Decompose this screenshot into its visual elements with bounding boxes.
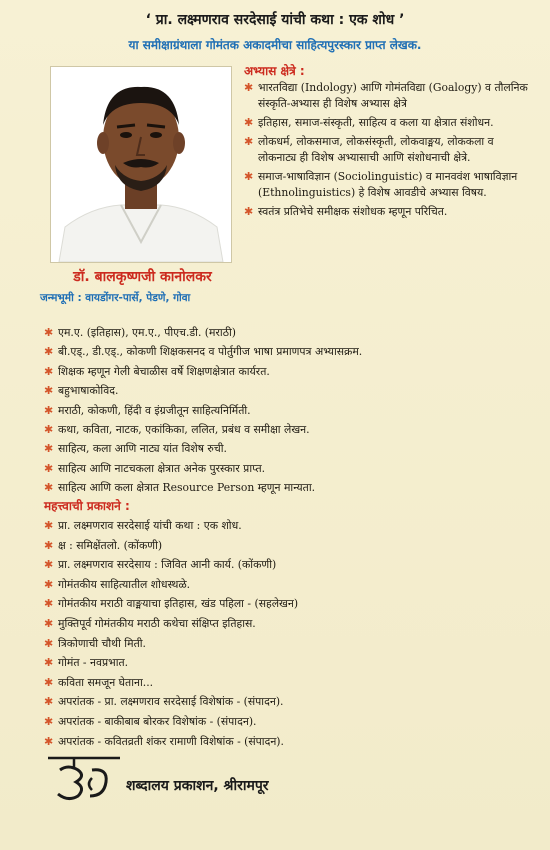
list-item: ✱ एम.ए. (इतिहास), एम.ए., पीएच.डी. (मराठी) bbox=[44, 323, 534, 342]
list-item: ✱ त्रिकोणाची चौथी मिती. bbox=[44, 634, 534, 654]
star-bullet-icon: ✱ bbox=[244, 81, 254, 94]
star-bullet-icon: ✱ bbox=[44, 326, 54, 339]
star-bullet-icon: ✱ bbox=[244, 135, 254, 148]
list-item: ✱ अपरांतक - बाकीबाब बोरकर विशेषांक - (संपादन). bbox=[44, 712, 534, 732]
list-item: ✱ साहित्य आणि नाटचकला क्षेत्रात अनेक पुरस्कार प्राप्त. bbox=[44, 459, 534, 478]
star-bullet-icon: ✱ bbox=[44, 442, 54, 456]
star-bullet-icon: ✱ bbox=[44, 384, 54, 398]
list-item: ✱ भारतविद्या (Indology) आणि गोमंतविद्या (Goalogy) व तौलनिक संस्कृति-अभ्यास ही विशेष अभ्यास क्षेत्रे bbox=[244, 81, 528, 110]
list-item: ✱ शिक्षक म्हणून गेली बेचाळीस वर्षे शिक्षणक्षेत्रात कार्यरत. bbox=[44, 362, 534, 381]
list-item: ✱ कविता समजून घेताना... bbox=[44, 673, 534, 693]
study-areas-list bbox=[244, 80, 534, 223]
list-item: ✱ गोमंतकीय मराठी वाङ्मयाचा इतिहास, खंड पहिला - (सहलेखन) bbox=[44, 594, 534, 614]
list-item: ✱ मुक्तिपूर्व गोमंतकीय मराठी कथेचा संक्षिप्त इतिहास. bbox=[44, 614, 534, 634]
star-bullet-icon: ✱ bbox=[44, 675, 54, 689]
star-bullet-icon: ✱ bbox=[44, 461, 54, 475]
star-bullet-icon: ✱ bbox=[244, 116, 254, 129]
list-item: ✱ गोमंतकीय साहित्यातील शोधस्थळे. bbox=[44, 575, 534, 595]
star-bullet-icon: ✱ bbox=[44, 616, 54, 630]
star-bullet-icon: ✱ bbox=[44, 403, 54, 417]
list-item: ✱ प्रा. लक्ष्मणराव सरदेसाय : जिवित आनी कार्य. (कोंकणी) bbox=[44, 555, 534, 575]
list-item: ✱ साहित्य आणि कला क्षेत्रात Resource Person म्हणून मान्यता. bbox=[44, 478, 534, 497]
list-item: ✱ बहुभाषाकोविद. bbox=[44, 381, 534, 400]
star-bullet-icon: ✱ bbox=[44, 519, 54, 532]
star-bullet-icon: ✱ bbox=[44, 538, 54, 552]
star-bullet-icon: ✱ bbox=[244, 170, 254, 183]
star-bullet-icon: ✱ bbox=[44, 597, 54, 611]
star-bullet-icon: ✱ bbox=[44, 714, 54, 728]
award-line: या समीक्षाग्रंथाला गोमंतक अकादमीचा साहित्यपुरस्कार प्राप्त लेखक. bbox=[128, 38, 422, 52]
publications-heading: महत्त्वाची प्रकाशने : bbox=[44, 499, 130, 513]
list-item: ✱ कथा, कविता, नाटक, एकांकिका, ललित, प्रबंध व समीक्षा लेखन. bbox=[44, 420, 534, 439]
author-birthplace: जन्मभूमी : वायडोंगर-पार्से, पेडणे, गोवा bbox=[40, 292, 191, 304]
star-bullet-icon: ✱ bbox=[44, 422, 54, 436]
star-bullet-icon: ✱ bbox=[44, 345, 54, 359]
list-item: ✱ साहित्य, कला आणि नाट्य यांत विशेष रुची. bbox=[44, 439, 534, 458]
publisher-block bbox=[46, 748, 346, 808]
publisher-logo-icon bbox=[46, 748, 122, 804]
list-item: ✱ प्रा. लक्ष्मणराव सरदेसाई यांची कथा : एक शोध. bbox=[44, 516, 534, 536]
list-item: ✱ स्वतंत्र प्रतिभेचे समीक्षक संशोधक म्हणून परिचित. bbox=[244, 205, 448, 218]
list-item: ✱ गोमंत - नवप्रभात. bbox=[44, 653, 534, 673]
publications-list bbox=[44, 516, 534, 751]
list-item: ✱ क्ष : समिक्षेंतलो. (कोंकणी) bbox=[44, 536, 534, 556]
star-bullet-icon: ✱ bbox=[44, 558, 54, 572]
star-bullet-icon: ✱ bbox=[44, 636, 54, 650]
study-areas-heading: अभ्यास क्षेत्रे : bbox=[244, 64, 305, 78]
author-photo bbox=[50, 66, 232, 263]
star-bullet-icon: ✱ bbox=[44, 695, 54, 709]
star-bullet-icon: ✱ bbox=[44, 481, 54, 495]
star-bullet-icon: ✱ bbox=[44, 734, 54, 748]
list-item: ✱ लोकधर्म, लोकसमाज, लोकसंस्कृती, लोकवाङ्मय, लोककला व लोकनाट्य ही विशेष अभ्यासाची आणि संशोधनाची क्षेत्रे. bbox=[244, 135, 494, 164]
list-item: ✱ अपरांतक - कवितव्रती शंकर रामाणी विशेषांक - (संपादन). bbox=[44, 732, 534, 752]
star-bullet-icon: ✱ bbox=[44, 364, 54, 378]
star-bullet-icon: ✱ bbox=[44, 656, 54, 670]
book-title: ‘ प्रा. लक्ष्मणराव सरदेसाई यांची कथा : एक शोध ’ bbox=[145, 12, 405, 28]
list-item: ✱ बी.एड्., डी.एड्., कोकणी शिक्षकसनद व पोर्तुगीज भाषा प्रमाणपत्र अभ्यासक्रम. bbox=[44, 342, 534, 361]
list-item: ✱ मराठी, कोकणी, हिंदी व इंग्रजीतून साहित्यनिर्मिती. bbox=[44, 401, 534, 420]
author-name: डॉ. बालकृष्णजी कानोलकर bbox=[73, 269, 212, 285]
star-bullet-icon: ✱ bbox=[44, 577, 54, 591]
list-item: ✱ समाज-भाषाविज्ञान (Sociolinguistic) व मानववंश भाषाविज्ञान (Ethnolinguistics) हे विशेष आवडीचे अभ्यास विषय. bbox=[244, 170, 518, 199]
list-item: ✱ अपरांतक - प्रा. लक्ष्मणराव सरदेसाई विशेषांक - (संपादन). bbox=[44, 692, 534, 712]
publisher-name: शब्दालय प्रकाशन, श्रीरामपूर bbox=[126, 778, 269, 794]
qualifications-list bbox=[44, 323, 534, 498]
star-bullet-icon: ✱ bbox=[244, 205, 254, 218]
list-item: ✱ इतिहास, समाज-संस्कृती, साहित्य व कला या क्षेत्रात संशोधन. bbox=[244, 116, 494, 129]
